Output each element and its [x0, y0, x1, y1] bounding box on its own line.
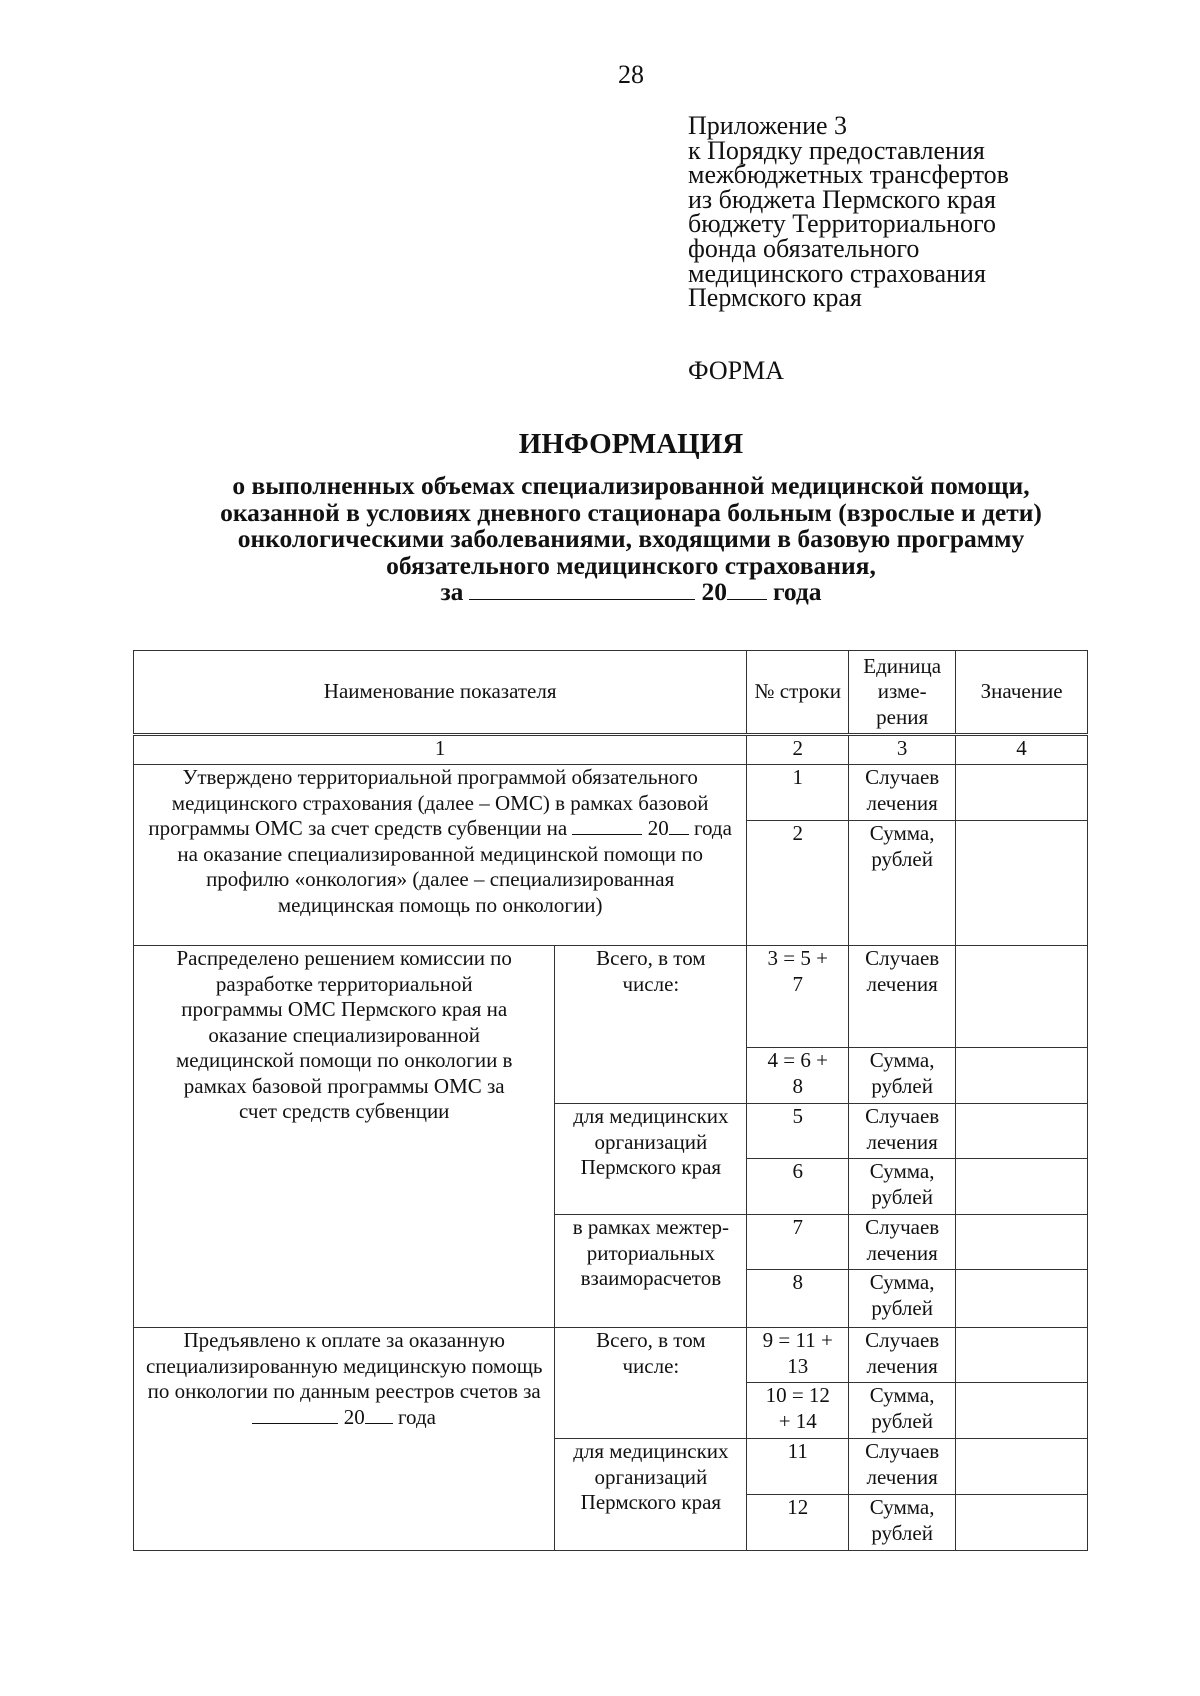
row-number: 8: [747, 1270, 849, 1328]
header-unit: Единица изме- рения: [849, 651, 956, 735]
value-cell[interactable]: [956, 1439, 1088, 1495]
appendix-line: Пермского края: [688, 283, 862, 313]
value-cell[interactable]: [956, 1104, 1088, 1159]
section1-year-blank[interactable]: [669, 833, 689, 835]
value-cell[interactable]: [956, 821, 1088, 946]
value-cell[interactable]: [956, 1328, 1088, 1383]
appendix-line: Приложение 3: [688, 111, 848, 140]
col-number: 1: [134, 735, 747, 765]
header-value: Значение: [956, 651, 1088, 735]
value-cell[interactable]: [956, 765, 1088, 821]
table-row: [134, 1328, 1088, 1383]
column-number-row: [134, 735, 1088, 765]
document-subtitle: [0, 473, 1200, 606]
report-table: [133, 650, 1088, 1551]
form-label: ФОРМА: [688, 356, 784, 385]
value-cell[interactable]: [956, 1383, 1088, 1439]
appendix-line: к Порядку предоставления: [688, 135, 985, 165]
unit-cell: Сумма, рублей: [849, 821, 956, 946]
section3-sub-med-orgs: для медицинских организаций Пермского края: [555, 1439, 747, 1551]
row-number: 11: [747, 1439, 849, 1495]
subtitle-line: оказанной в условиях дневного стационара больным (взрослые и дети): [220, 497, 1042, 527]
unit-cell: Случаев лечения: [849, 946, 956, 1048]
subtitle-line: онкологическими заболеваниями, входящими в базовую программу: [237, 524, 1025, 553]
value-cell[interactable]: [956, 1048, 1088, 1104]
unit-cell: Случаев лечения: [849, 765, 956, 821]
table-header-row: [134, 651, 1088, 735]
table-row: [134, 765, 1088, 821]
row-number: 3 = 5 + 7: [747, 946, 849, 1048]
table-row: [134, 946, 1088, 1048]
section3-period-blank[interactable]: [252, 1422, 338, 1424]
appendix-line: медицинского страхования: [688, 258, 986, 288]
value-cell[interactable]: [956, 1495, 1088, 1551]
appendix-line: бюджету Территориального: [688, 209, 997, 239]
section2-sub-med-orgs: для медицинских организаций Пермского края: [555, 1104, 747, 1215]
section2-sub-interterr: в рамках межтер- риториальных взаиморасчетов: [555, 1215, 747, 1328]
period-year: 20: [701, 577, 727, 606]
section2-description: Распределено решением комиссии по разработке территориальной программы ОМС Пермского края на оказание специализированной медицинской помощи по онкологии в рамках базовой программы ОМС за счет средств субвенции: [134, 946, 555, 1328]
unit-cell: Сумма, рублей: [849, 1159, 956, 1215]
appendix-line: межбюджетных трансфертов: [688, 160, 1009, 190]
section1-period-blank[interactable]: [572, 833, 642, 835]
unit-cell: Случаев лечения: [849, 1328, 956, 1383]
section3-year-blank[interactable]: [365, 1422, 393, 1424]
unit-cell: Сумма, рублей: [849, 1383, 956, 1439]
value-cell[interactable]: [956, 1159, 1088, 1215]
appendix-line: фонда обязательного: [688, 233, 920, 263]
header-name: Наименование показателя: [134, 651, 747, 735]
row-number: 4 = 6 + 8: [747, 1048, 849, 1104]
subtitle-line: обязательного медицинского страхования,: [386, 550, 876, 580]
period-line: [0, 579, 1200, 606]
section1-description: Утверждено территориальной программой обязательного медицинского страхования (далее – ОМС) в рамках базовой программы ОМС за счет средств субвенции на 20 года на оказание специализированной медицинской помощи по профилю «онкология» (далее – специализированная медицинская помощь по онкологии): [134, 765, 747, 946]
value-cell[interactable]: [956, 946, 1088, 1048]
row-number: 10 = 12 + 14: [747, 1383, 849, 1439]
unit-cell: Случаев лечения: [849, 1439, 956, 1495]
year-blank-field[interactable]: [727, 598, 767, 600]
appendix-line: из бюджета Пермского края: [688, 184, 997, 214]
unit-cell: Сумма, рублей: [849, 1048, 956, 1104]
col-number: 2: [747, 735, 849, 765]
unit-cell: Случаев лечения: [849, 1104, 956, 1159]
period-prefix: за: [440, 577, 464, 606]
unit-cell: Сумма, рублей: [849, 1495, 956, 1551]
value-cell[interactable]: [956, 1215, 1088, 1270]
row-number: 2: [747, 821, 849, 946]
period-blank-field[interactable]: [469, 598, 695, 600]
header-row-no: № строки: [747, 651, 849, 735]
appendix-block: [688, 111, 1009, 313]
section3-description: Предъявлено к оплате за оказанную специализированную медицинскую помощь по онкологии по данным реестров счетов за 20 года: [134, 1328, 555, 1551]
col-number: 4: [956, 735, 1088, 765]
unit-cell: Случаев лечения: [849, 1215, 956, 1270]
section2-sub-total: Всего, в том числе:: [555, 946, 747, 1104]
col-number: 3: [849, 735, 956, 765]
unit-cell: Сумма, рублей: [849, 1270, 956, 1328]
value-cell[interactable]: [956, 1270, 1088, 1328]
period-suffix: года: [772, 577, 822, 606]
row-number: 9 = 11 + 13: [747, 1328, 849, 1383]
row-number: 6: [747, 1159, 849, 1215]
row-number: 7: [747, 1215, 849, 1270]
row-number: 12: [747, 1495, 849, 1551]
subtitle-line: о выполненных объемах специализированной медицинской помощи,: [232, 471, 1030, 500]
document-title: ИНФОРМАЦИЯ: [518, 428, 744, 460]
section3-sub-total: Всего, в том числе:: [555, 1328, 747, 1439]
row-number: 1: [747, 765, 849, 821]
row-number: 5: [747, 1104, 849, 1159]
page-number: 28: [618, 60, 644, 89]
